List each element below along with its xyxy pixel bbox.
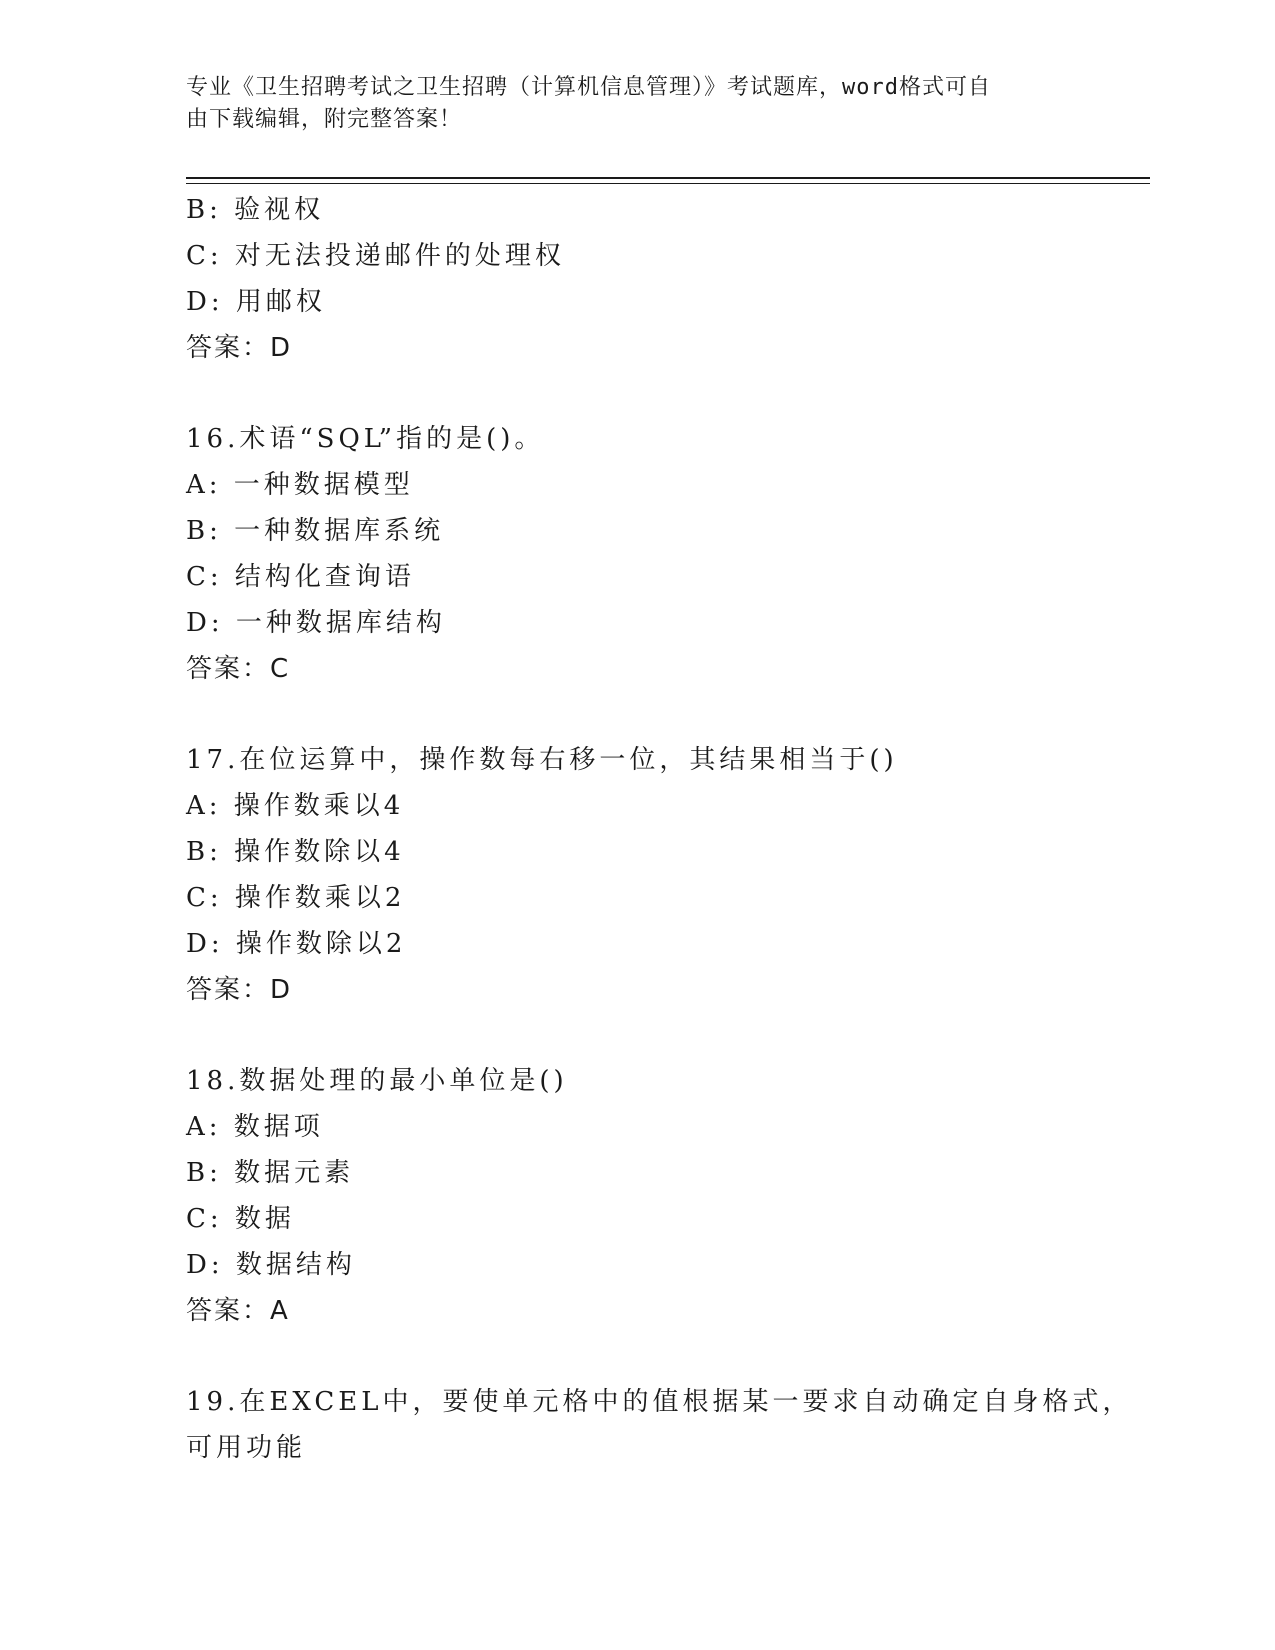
question-17 [186,737,1146,1013]
header-divider-thick [186,177,1150,179]
q16-option-a: A: 一种数据模型 [186,470,414,500]
q17-option-b: B: 操作数除以4 [186,837,405,867]
q18-stem: 18.数据处理的最小单位是() [186,1066,568,1096]
q18-option-b: B: 数据元素 [186,1158,355,1188]
spacer [186,692,1146,737]
q15-option-c: C: 对无法投递邮件的处理权 [186,241,565,271]
header-line-2: 由下载编辑，附完整答案！ [186,107,463,132]
spacer [186,1334,1146,1379]
q17-option-d: D: 操作数除以2 [186,929,407,959]
question-list [186,187,1146,1471]
q16-answer: 答案：C [186,654,291,684]
question-16 [186,416,1146,692]
document-header [186,72,1066,136]
q18-option-a: A: 数据项 [186,1112,324,1142]
q16-option-b: B: 一种数据库系统 [186,516,445,546]
q15-answer: 答案：D [186,333,293,363]
q16-option-d: D: 一种数据库结构 [186,608,446,638]
q16-stem: 16.术语“SQL”指的是()。 [186,424,545,454]
q16-option-c: C: 结构化查询语 [186,562,415,592]
q17-option-a: A: 操作数乘以4 [186,791,405,821]
header-divider-thin [186,183,1150,184]
spacer [186,1013,1146,1058]
q18-option-c: C: 数据 [186,1204,295,1234]
q17-option-c: C: 操作数乘以2 [186,883,406,913]
q18-answer: 答案：A [186,1296,290,1326]
spacer [186,371,1146,416]
question-19 [186,1379,1146,1471]
q17-stem: 17.在位运算中，操作数每右移一位，其结果相当于() [186,745,898,775]
q19-stem-line-1: 19.在EXCEL中，要使单元格中的值根据某一要求自动确定自身格式， [186,1387,1133,1417]
question-18 [186,1058,1146,1334]
q17-answer: 答案：D [186,975,293,1005]
q18-option-d: D: 数据结构 [186,1250,356,1280]
question-15 [186,187,1146,371]
header-line-1: 专业《卫生招聘考试之卫生招聘（计算机信息管理）》考试题库，word格式可自 [186,75,991,100]
q15-option-b: B: 验视权 [186,195,325,225]
q15-option-d: D: 用邮权 [186,287,326,317]
q19-stem-line-2: 可用功能 [186,1433,307,1463]
